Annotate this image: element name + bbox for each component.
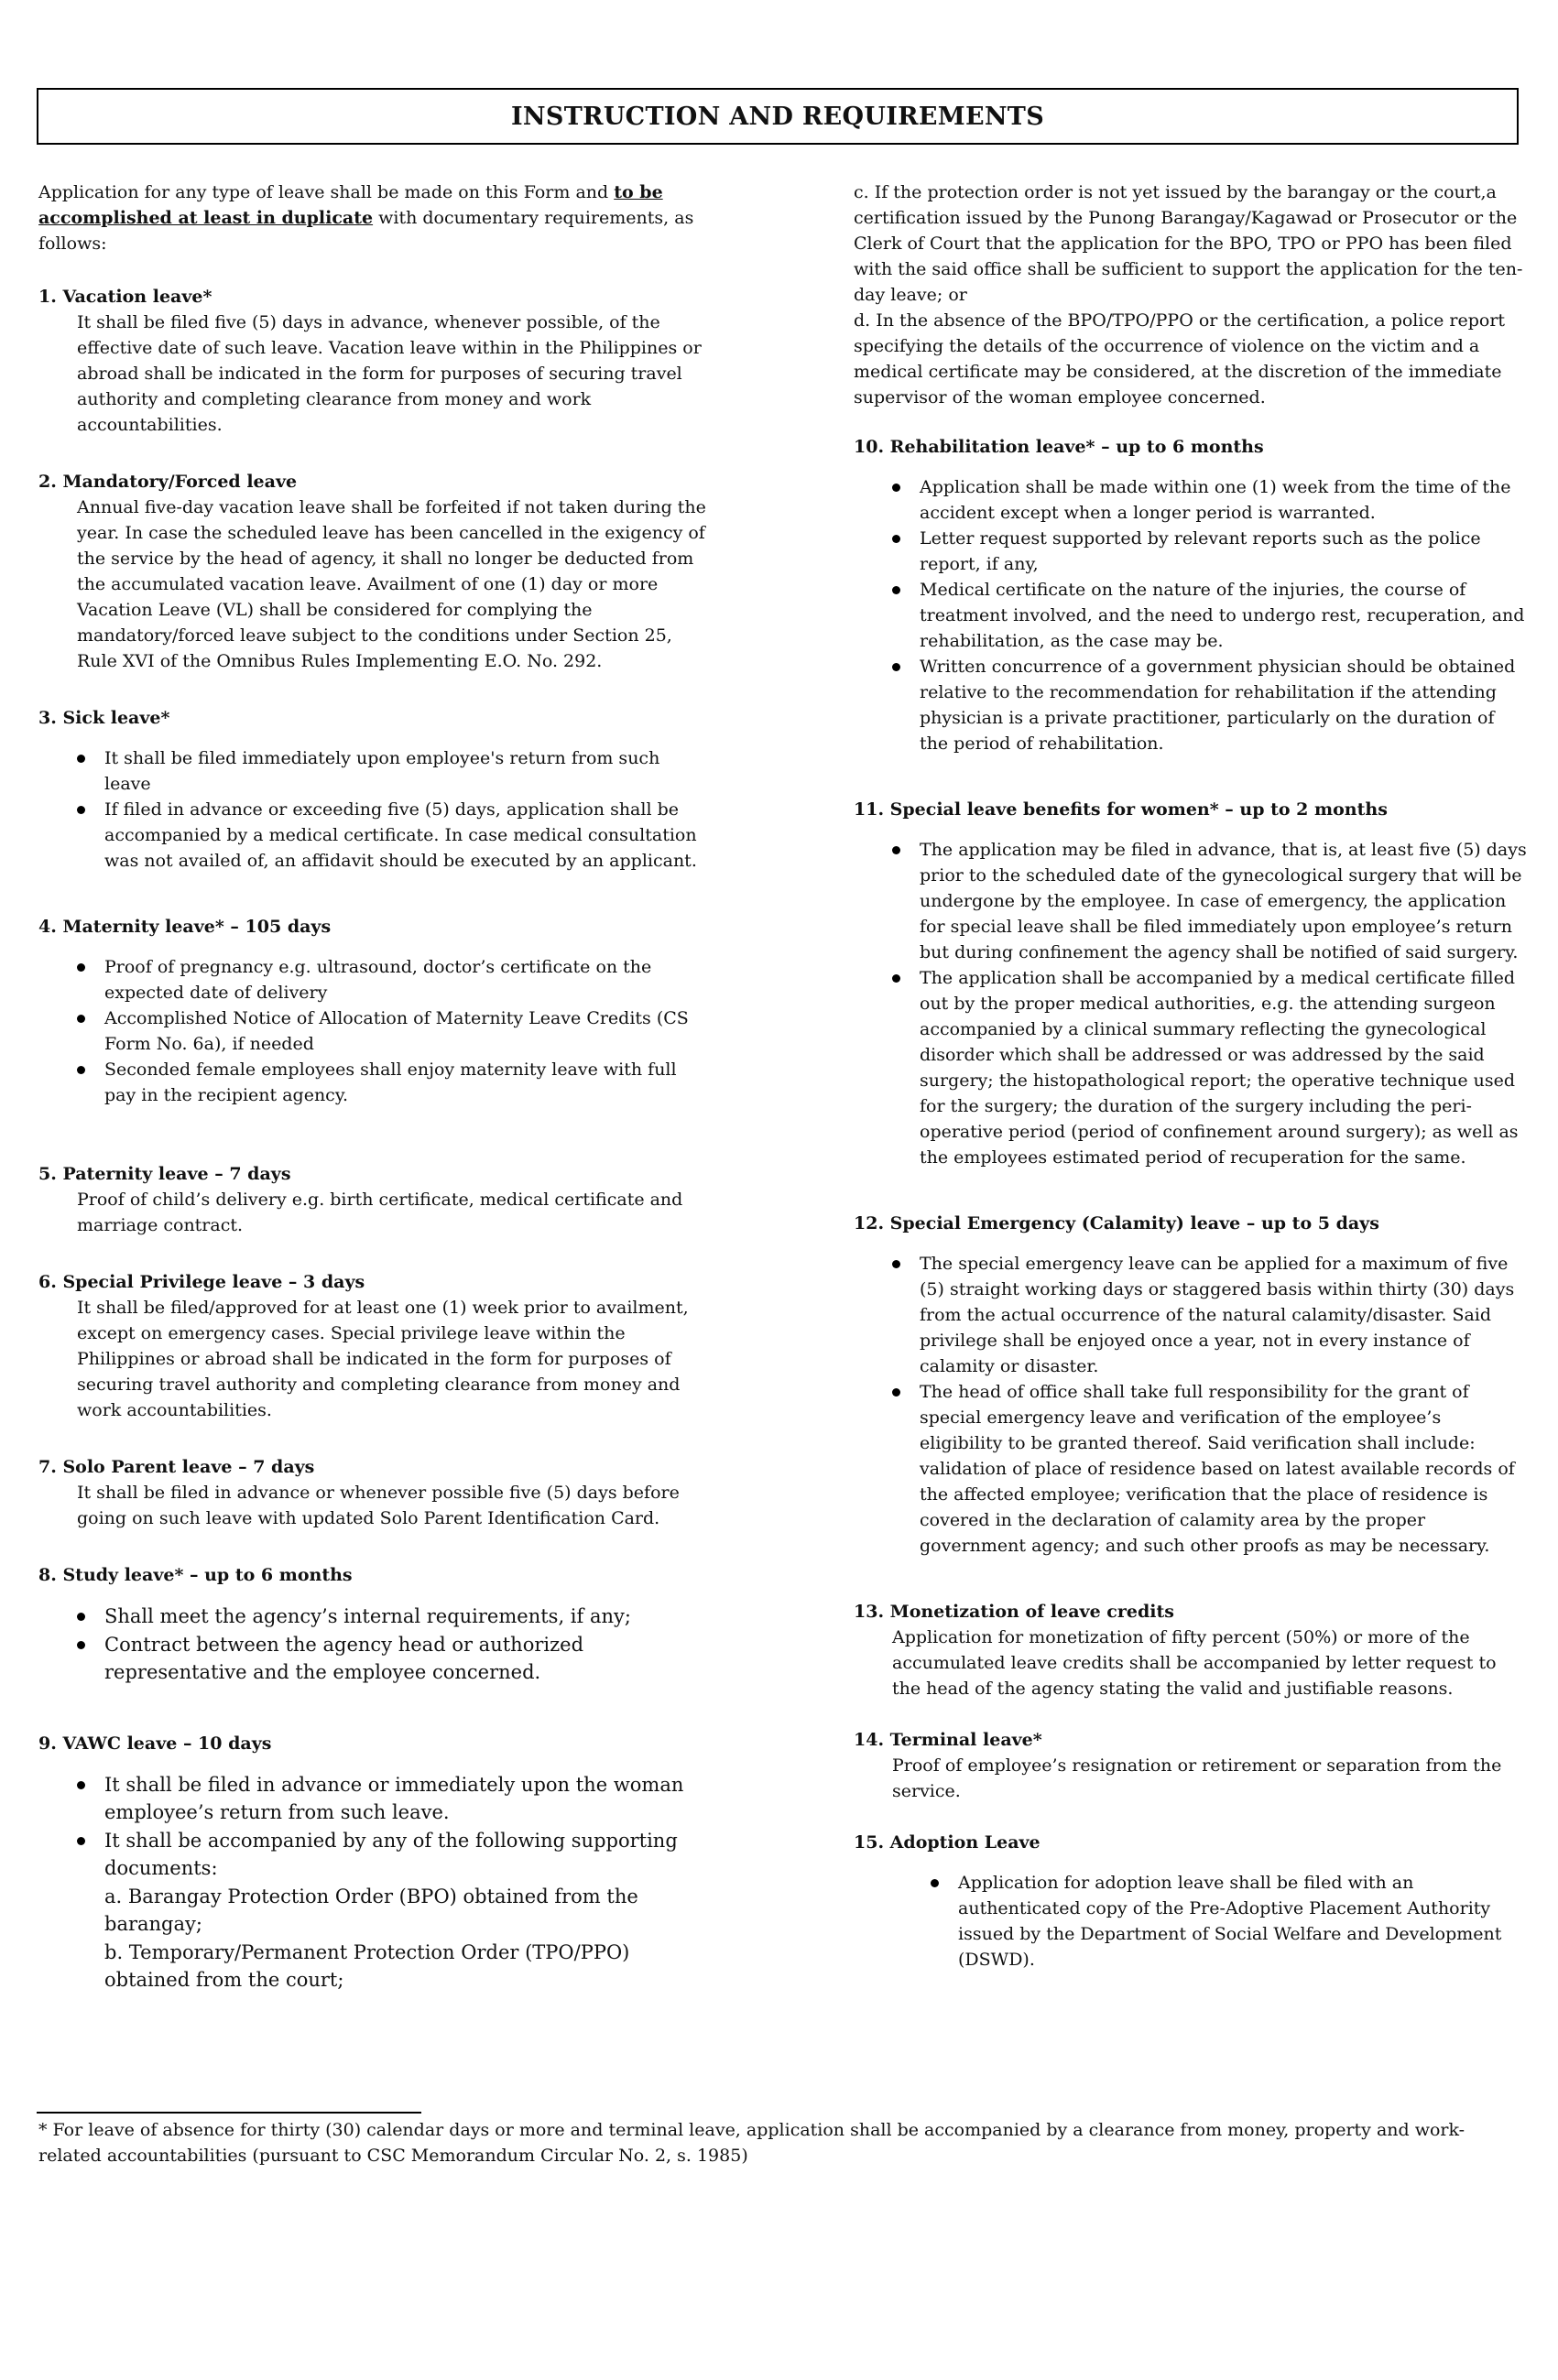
list-item: It shall be filed in advance or immediately upon the woman employee’s return from such leave. xyxy=(77,1771,710,1827)
section-special-emergency-leave xyxy=(854,1211,1527,1559)
sub-item-a: a. Barangay Protection Order (BPO) obtained from the barangay; xyxy=(104,1885,638,1935)
title-box xyxy=(37,88,1519,145)
section-heading: 1. Vacation leave* xyxy=(38,287,212,307)
intro-text-post: with documentary requirements, as follows: xyxy=(38,208,694,254)
section-heading: 4. Maternity leave* – 105 days xyxy=(38,917,332,937)
bullet-list xyxy=(854,1251,1527,1559)
intro-paragraph xyxy=(38,179,710,256)
section-study-leave xyxy=(38,1562,710,1687)
list-item: Shall meet the agency’s internal requirements, if any; xyxy=(77,1603,710,1631)
list-item-text: It shall be accompanied by any of the following supporting documents: xyxy=(104,1829,678,1879)
section-heading: 12. Special Emergency (Calamity) leave – up to 5 days xyxy=(854,1213,1379,1233)
section-heading: 3. Sick leave* xyxy=(38,708,170,728)
list-item: Accomplished Notice of Allocation of Maternity Leave Credits (CS Form No. 6a), if needed xyxy=(77,1005,710,1057)
bullet-list xyxy=(38,1603,710,1687)
bullet-list xyxy=(38,745,710,874)
right-column xyxy=(854,179,1527,2004)
section-heading: 13. Monetization of leave credits xyxy=(854,1602,1174,1622)
section-solo-parent-leave xyxy=(38,1454,710,1531)
section-heading: 9. VAWC leave – 10 days xyxy=(38,1733,272,1754)
list-item: The head of office shall take full responsibility for the grant of special emergency leave and verification of the employee’s eligibility to be granted thereof. Said verification shall include: validation of place of residence based on latest available records of the affected employee; verification that the place of residence is covered in the declaration of calamity area by the proper government agency; and such other proofs as may be necessary. xyxy=(892,1379,1527,1559)
section-heading: 5. Paternity leave – 7 days xyxy=(38,1164,291,1184)
bullet-list xyxy=(854,1870,1527,1972)
footnote-divider xyxy=(37,2112,421,2114)
vawc-item-d: d. In the absence of the BPO/TPO/PPO or the certification, a police report specifying the details of the occurrence of violence on the victim and a medical certificate may be considered, at the discretion of the immediate supervisor of the woman employee concerned. xyxy=(854,310,1506,408)
section-vawc-continued xyxy=(854,179,1527,410)
list-item: It shall be filed immediately upon employee's return from such leave xyxy=(77,745,710,797)
section-heading: 7. Solo Parent leave – 7 days xyxy=(38,1457,315,1477)
list-item: Seconded female employees shall enjoy maternity leave with full pay in the recipient agency. xyxy=(77,1057,710,1108)
list-item xyxy=(77,1827,710,1994)
list-item: Written concurrence of a government physician should be obtained relative to the recommendation for rehabilitation if the attending physician is a private practitioner, particularly on the duration of the period of rehabilitation. xyxy=(892,654,1527,756)
section-vacation-leave xyxy=(38,284,710,438)
bullet-list xyxy=(854,837,1527,1170)
list-item: The application shall be accompanied by a medical certificate filled out by the proper medical authorities, e.g. the attending surgeon accompanied by a clinical summary reflecting the gynecological disorder which shall be addressed or was addressed by the said surgery; the histopathological report; the operative technique used for the surgery; the duration of the surgery including the peri-operative period (period of confinement around surgery); as well as the employees estimated period of recuperation for the same. xyxy=(892,965,1527,1170)
sub-item-b: b. Temporary/Permanent Protection Order (TPO/PPO) obtained from the court; xyxy=(104,1940,630,1991)
section-heading: 14. Terminal leave* xyxy=(854,1730,1042,1750)
section-maternity-leave xyxy=(38,914,710,1108)
section-body: Application for monetization of fifty percent (50%) or more of the accumulated leave credits shall be accompanied by letter request to the head of the agency stating the valid and justifiable reasons. xyxy=(892,1627,1497,1699)
list-item: Proof of pregnancy e.g. ultrasound, doctor’s certificate on the expected date of delivery xyxy=(77,954,710,1005)
section-body: Proof of child’s delivery e.g. birth certificate, medical certificate and marriage contract. xyxy=(77,1190,683,1235)
footnote: * For leave of absence for thirty (30) calendar days or more and terminal leave, application shall be accompanied by a clearance from money, property and work-related accountabilities (pursuant to CSC Memorandum Circular No. 2, s. 1985) xyxy=(38,2120,1465,2166)
bullet-list xyxy=(854,474,1527,756)
section-heading: 10. Rehabilitation leave* – up to 6 months xyxy=(854,437,1264,457)
list-item: The special emergency leave can be applied for a maximum of five (5) straight working days or staggered basis within thirty (30) days from the actual occurrence of the natural calamity/disaster. Said privilege shall be enjoyed once a year, not in every instance of calamity or disaster. xyxy=(892,1251,1527,1379)
list-item: Letter request supported by relevant reports such as the police report, if any, xyxy=(892,526,1527,577)
bullet-list xyxy=(38,954,710,1108)
page-title: INSTRUCTION AND REQUIREMENTS xyxy=(510,102,1044,131)
list-item: The application may be filed in advance, that is, at least five (5) days prior to the scheduled date of the gynecological surgery that will be undergone by the employee. In case of emergency, the application for special leave shall be filed immediately upon employee’s return but during confinement the agency shall be notified of said surgery. xyxy=(892,837,1527,965)
section-heading: 15. Adoption Leave xyxy=(854,1832,1040,1853)
section-sick-leave xyxy=(38,705,710,874)
section-special-privilege-leave xyxy=(38,1269,710,1423)
section-special-leave-women xyxy=(854,797,1527,1170)
intro-underlined: to be accomplished at least in duplicate xyxy=(38,182,663,228)
section-heading: 8. Study leave* – up to 6 months xyxy=(38,1565,353,1585)
left-column xyxy=(38,179,710,2026)
section-body: It shall be filed/approved for at least one (1) week prior to availment, except on emergency cases. Special privilege leave within the Philippines or abroad shall be indicated in the form for purposes of securing travel authority and completing clearance from money and work accountabilities. xyxy=(77,1298,689,1420)
section-body: It shall be filed five (5) days in advance, whenever possible, of the effective date of such leave. Vacation leave within in the Philippines or abroad shall be indicated in the form for purposes of securing travel authority and completing clearance from money and work accountabilities. xyxy=(77,312,702,435)
section-rehabilitation-leave xyxy=(854,434,1527,756)
list-item: Application shall be made within one (1) week from the time of the accident except when a longer period is warranted. xyxy=(892,474,1527,526)
section-body: Proof of employee’s resignation or retirement or separation from the service. xyxy=(892,1755,1502,1801)
list-item: Medical certificate on the nature of the injuries, the course of treatment involved, and the need to undergo rest, recuperation, and rehabilitation, as the case may be. xyxy=(892,577,1527,654)
list-item: Application for adoption leave shall be filed with an authenticated copy of the Pre-Adoptive Placement Authority issued by the Department of Social Welfare and Development (DSWD). xyxy=(931,1870,1527,1972)
section-heading: 2. Mandatory/Forced leave xyxy=(38,472,298,492)
vawc-item-c: c. If the protection order is not yet issued by the barangay or the court,a certification issued by the Punong Barangay/Kagawad or Prosecutor or the Clerk of Court that the application for the BPO, TPO or PPO has been filed with the said office shall be sufficient to support the application for the ten-day leave; or xyxy=(854,182,1523,305)
section-mandatory-leave xyxy=(38,469,710,674)
section-terminal-leave xyxy=(854,1727,1527,1804)
bullet-list xyxy=(38,1771,710,1994)
section-adoption-leave xyxy=(854,1830,1527,1972)
intro-text-pre: Application for any type of leave shall be made on this Form and xyxy=(38,182,615,202)
list-item: If filed in advance or exceeding five (5) days, application shall be accompanied by a medical certificate. In case medical consultation was not availed of, an affidavit should be executed by an applicant. xyxy=(77,797,710,874)
list-item: Contract between the agency head or authorized representative and the employee concerned. xyxy=(77,1631,710,1687)
section-monetization xyxy=(854,1599,1527,1701)
section-paternity-leave xyxy=(38,1161,710,1238)
section-heading: 6. Special Privilege leave – 3 days xyxy=(38,1272,365,1292)
section-heading: 11. Special leave benefits for women* – up to 2 months xyxy=(854,799,1388,820)
section-vawc-leave xyxy=(38,1731,710,1994)
section-body: Annual five-day vacation leave shall be forfeited if not taken during the year. In case the scheduled leave has been cancelled in the exigency of the service by the head of agency, it shall no longer be deducted from the accumulated vacation leave. Availment of one (1) day or more Vacation Leave (VL) shall be considered for complying the mandatory/forced leave subject to the conditions under Section 25, Rule XVI of the Omnibus Rules Implementing E.O. No. 292. xyxy=(77,497,706,671)
section-body: It shall be filed in advance or whenever possible five (5) days before going on such leave with updated Solo Parent Identification Card. xyxy=(77,1483,680,1528)
